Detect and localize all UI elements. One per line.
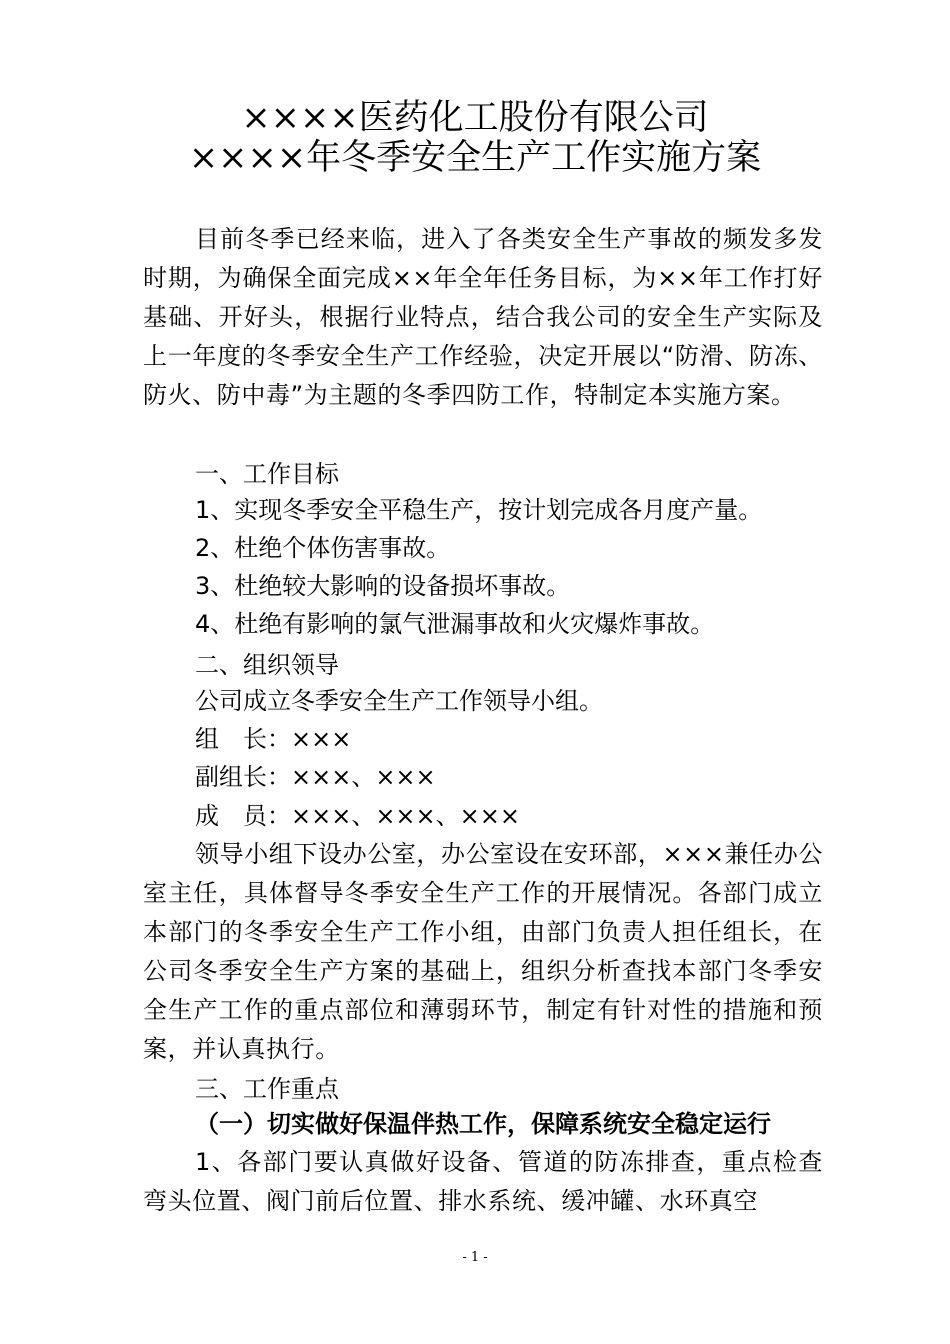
- section-heading-focus: 三、工作重点: [195, 1075, 339, 1103]
- goal-item: 1、实现冬季安全平稳生产，按计划完成各月度产量。: [195, 496, 763, 524]
- document-title-plan: ××××年冬季安全生产工作实施方案: [188, 138, 762, 178]
- item1-paragraph: 1、各部门要认真做好设备、管道的防冻排查，重点检查弯头位置、阀门前后位置、排水系统、缓冲罐、水环真空: [143, 1148, 823, 1215]
- goal-item: 4、杜绝有影响的氯气泄漏事故和火灾爆炸事故。: [195, 610, 715, 638]
- goal-item: 2、杜绝个体伤害事故。: [195, 534, 451, 562]
- item1-block: [143, 1143, 823, 1221]
- goal-item: 3、杜绝较大影响的设备损坏事故。: [195, 572, 571, 600]
- subsection-heading-insulation: （一）切实做好保温伴热工作，保障系统安全稳定运行: [195, 1110, 771, 1138]
- org-leader: 组 长：×××: [195, 725, 352, 753]
- section-heading-organization: 二、组织领导: [195, 651, 339, 679]
- org-members: 成 员：×××、×××、×××: [195, 802, 520, 830]
- page-number: - 1 -: [462, 1250, 488, 1265]
- intro-block: [143, 220, 823, 415]
- intro-paragraph: 目前冬季已经来临，进入了各类安全生产事故的频发多发时期，为确保全面完成××年全年任务目标，为××年工作打好基础、开好头，根据行业特点，结合我公司的安全生产实际及上一年度的冬季安全生产工作经验，决定开展以“防滑、防冻、防火、防中毒”为主题的冬季四防工作，特制定本实施方案。: [143, 225, 823, 409]
- document-title-company: ××××医药化工股份有限公司: [241, 98, 709, 138]
- section-heading-goals: 一、工作目标: [195, 460, 339, 488]
- office-block: [143, 835, 823, 1069]
- org-intro: 公司成立冬季安全生产工作领导小组。: [195, 687, 603, 715]
- office-paragraph: 领导小组下设办公室，办公室设在安环部，×××兼任办公室主任，具体督导冬季安全生产工作的开展情况。各部门成立本部门的冬季安全生产工作小组，由部门负责人担任组长，在公司冬季安全生产方案的基础上，组织分析查找本部门冬季安全生产工作的重点部位和薄弱环节，制定有针对性的措施和预案，并认真执行。: [143, 840, 823, 1063]
- org-deputy: 副组长：×××、×××: [195, 763, 436, 791]
